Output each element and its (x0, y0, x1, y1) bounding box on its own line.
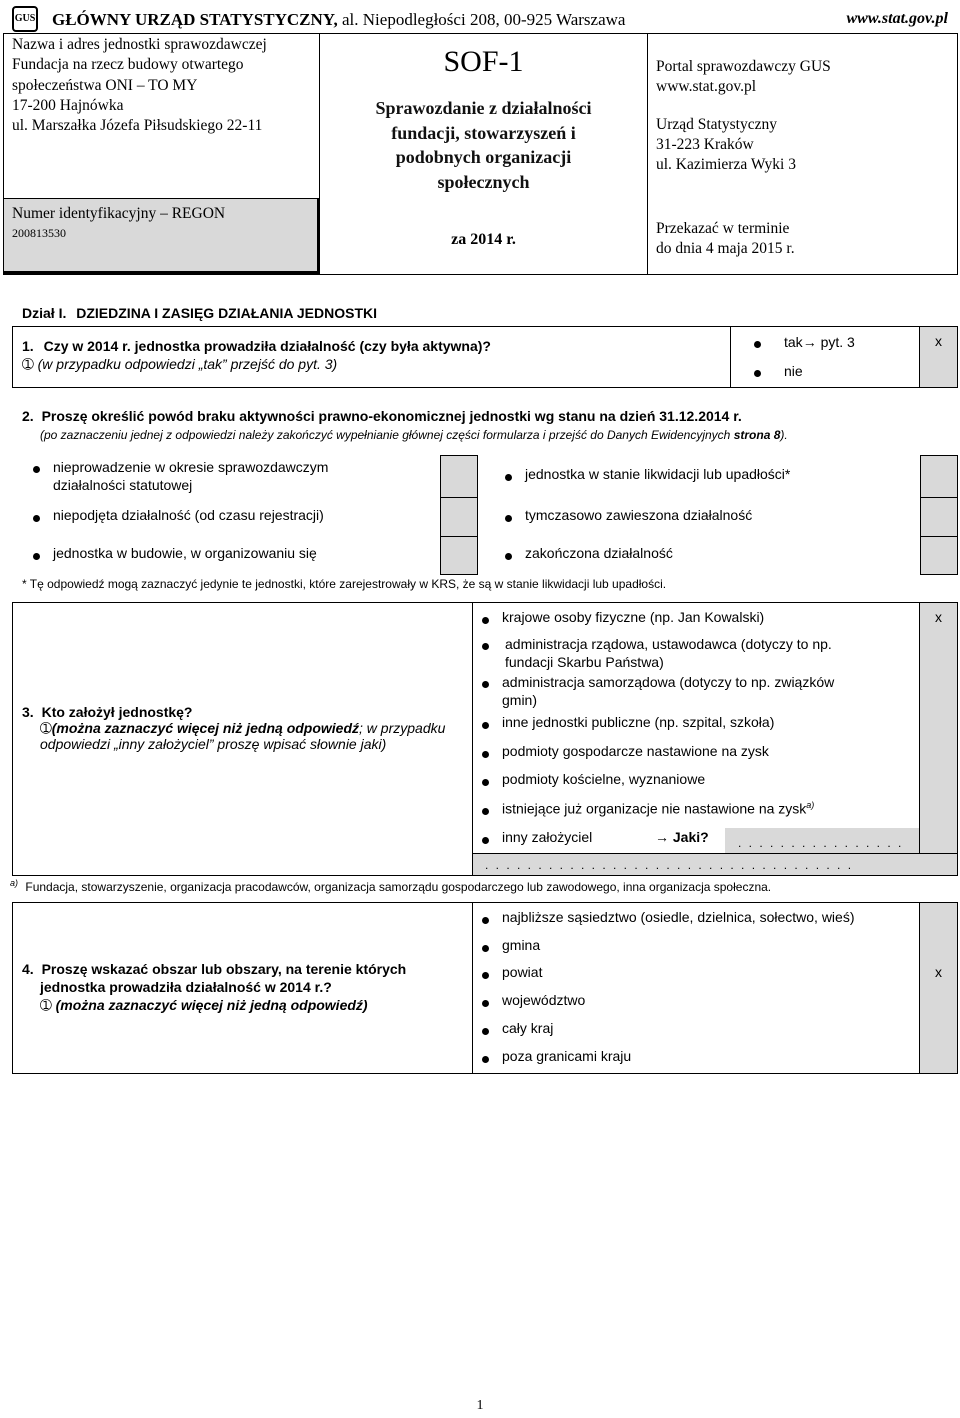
q3-title: Kto założył jednostkę? (41, 704, 193, 720)
info-icon: ➀ (22, 356, 34, 372)
bullet-icon (482, 779, 489, 786)
q2-left-option-line: niepodjęta działalność (od czasu rejestracji) (53, 507, 324, 523)
form-title-line: społecznych (437, 172, 530, 193)
bullet-icon (482, 1056, 489, 1063)
q1-question (22, 338, 491, 354)
q2-right-option[interactable]: jednostka w stanie likwidacji lub upadłości* (525, 466, 791, 482)
q2-note-post: ). (780, 428, 788, 442)
deadline-line: do dnia 4 maja 2015 r. (656, 240, 795, 257)
regon-value: 200813530 (12, 226, 66, 240)
q3-option[interactable] (505, 635, 832, 671)
bullet-icon (754, 370, 761, 377)
q4-hint-line (40, 996, 406, 1014)
bullet-icon (482, 643, 489, 650)
info-icon: ➀ (40, 997, 52, 1013)
q4-option[interactable]: gmina (502, 937, 541, 953)
q4-number: 4. (22, 961, 34, 977)
q4-option[interactable]: poza granicami kraju (502, 1048, 632, 1064)
q1-text-pre: Czy w 2014 r. (43, 338, 135, 354)
deadline-line: Przekazać w terminie (656, 220, 790, 237)
q1-answer-no-box[interactable] (920, 357, 957, 387)
q4-mark: x (935, 964, 942, 980)
q4-option[interactable]: najbliższe sąsiedztwo (osiedle, dzielnica, sołectwo, wieś) (502, 909, 855, 925)
website-link[interactable]: www.stat.gov.pl (846, 10, 948, 27)
q4-option[interactable]: cały kraj (502, 1020, 554, 1036)
q3-other-label: Jaki? (672, 829, 709, 845)
q3-question (22, 704, 445, 752)
q3-hint-line (40, 736, 445, 752)
q3-option[interactable] (502, 771, 705, 787)
q3-hint-bold: (można zaznaczyć więcej niż jedną odpowiedź (51, 720, 360, 736)
header-line (52, 10, 625, 30)
bullet-icon (482, 681, 489, 688)
q2-text: Proszę określić powód braku aktywności prawno-ekonomicznej jednostki wg stanu na dzień 31.12.2014 r. (41, 408, 742, 424)
q3-hint-italic: inny założyciel (118, 736, 209, 752)
footnote-ref: a) (806, 800, 815, 810)
q3-option-line: fundacji Skarbu Państwa) (505, 654, 664, 670)
info-icon: ➀ (40, 720, 52, 736)
form-year: za 2014 r. (451, 231, 516, 248)
office-line: Urząd Statystyczny (656, 116, 777, 133)
bullet-icon (33, 515, 40, 522)
q2-note-pre: (po zaznaczeniu jednej z odpowiedzi należy zakończyć wypełnianie głównej części formularza i przejść do Danych Ewidencyjnych (40, 428, 734, 442)
q3-footnote-text: Fundacja, stowarzyszenie, organizacja pracodawców, organizacja samorządu gospodarczego lub zawodowego, inna organizacja społeczna. (25, 880, 772, 894)
q3-option-line: istniejące już organizacje nie nastawione na zysk (502, 800, 807, 817)
q3-option[interactable] (502, 673, 834, 709)
section-heading (22, 305, 377, 321)
bullet-icon (482, 917, 489, 924)
bullet-icon (33, 553, 40, 560)
bullet-icon (482, 751, 489, 758)
q3-hint-rest: ; w przypadku (359, 720, 446, 736)
q3-option-line: administracja samorządowa (dotyczy to np. związków (502, 674, 835, 690)
q1-option-no[interactable]: nie (784, 363, 803, 379)
bullet-icon (33, 466, 40, 473)
q3-option-line: podmioty kościelne, wyznaniowe (502, 771, 706, 787)
bullet-icon (505, 515, 512, 522)
bullet-icon (482, 945, 489, 952)
q4-title-line (22, 960, 406, 978)
portal-url[interactable]: www.stat.gov.pl (656, 78, 757, 95)
bullet-icon (505, 474, 512, 481)
deadline-block (656, 219, 795, 259)
q3-option-line: inne jednostki publiczne (np. szpital, szkoła) (502, 714, 775, 730)
reporter-line: Fundacja na rzecz budowy otwartego (12, 56, 244, 74)
q2-divider (440, 497, 478, 498)
q3-answer-column[interactable] (920, 603, 957, 853)
bullet-icon (482, 722, 489, 729)
q2-left-option-line: działalności statutowej (53, 477, 193, 493)
q2-left-option-line: jednostka w budowie, w organizowaniu się (53, 545, 317, 561)
q2-note-bold: strona 8 (733, 428, 781, 442)
q2-right-answer-box[interactable] (920, 455, 958, 575)
reporter-line: ul. Marszałka Józefa Piłsudskiego 22-11 (12, 117, 263, 135)
q3-option-other[interactable] (502, 829, 592, 845)
q3-option-line: gmin) (502, 692, 538, 708)
institution-name: GŁÓWNY URZĄD STATYSTYCZNY, (52, 10, 338, 29)
bullet-icon (754, 341, 761, 348)
q3-col-divider (472, 602, 473, 876)
q2-number: 2. (22, 408, 34, 424)
q3-option[interactable] (502, 609, 764, 625)
q2-right-option[interactable]: tymczasowo zawieszona działalność (525, 507, 753, 523)
q2-note (40, 428, 788, 442)
q2-left-option[interactable] (53, 458, 328, 494)
footnote-ref: a) (10, 878, 19, 888)
q3-footnote (10, 878, 771, 894)
section-number: Dział I. (22, 305, 67, 321)
q2-left-answer-box[interactable] (440, 455, 478, 575)
q4-title-line: jednostka prowadziła działalność w 2014 r.? (40, 979, 332, 995)
q1-mark-yes: x (935, 333, 942, 349)
bullet-icon (482, 972, 489, 979)
reporter-line: społeczeństwa ONI – TO MY (12, 76, 198, 94)
q3-other-input[interactable]: . . . . . . . . . . . . . . . . (738, 836, 904, 850)
portal-name: Portal sprawozdawczy GUS (656, 58, 831, 75)
q1-option-suffix: pyt. 3 (816, 334, 855, 350)
q4-title: Proszę wskazać obszar lub obszary, na terenie których (41, 961, 407, 977)
recipient-block (656, 57, 831, 175)
q3-number: 3. (22, 704, 34, 720)
form-title (320, 96, 647, 195)
form-code: SOF-1 (443, 45, 524, 78)
office-line: ul. Kazimierza Wyki 3 (656, 156, 796, 173)
q3-other-prompt (655, 829, 709, 845)
q3-option[interactable] (502, 714, 774, 730)
q3-option-line: krajowe osoby fizyczne (np. Jan Kowalski) (502, 609, 765, 625)
bullet-icon (505, 553, 512, 560)
q1-hint-text: (w przypadku odpowiedzi „tak” przejść do pyt. 3) (37, 356, 338, 372)
q3-hint-line (40, 720, 445, 736)
page-number: 1 (476, 1398, 484, 1413)
section-title: DZIEDZINA I ZASIĘG DZIAŁANIA JEDNOSTKI (76, 305, 377, 321)
q4-hint: (można zaznaczyć więcej niż jedną odpowiedź) (55, 997, 368, 1013)
q3-title-line (22, 704, 445, 720)
bullet-icon (482, 808, 489, 815)
q1-number: 1. (22, 338, 34, 354)
q2-left-option[interactable] (53, 507, 324, 523)
gus-logo (12, 6, 38, 32)
q1-hint (22, 356, 337, 373)
form-title-line: fundacji, stowarzyszeń i (391, 122, 576, 143)
q4-question (22, 960, 406, 1014)
bullet-icon (482, 1028, 489, 1035)
reporter-label: Nazwa i adres jednostki sprawozdawczej (12, 36, 267, 53)
q4-col-divider (472, 902, 473, 1074)
bullet-icon (482, 617, 489, 624)
q2-left-option-line: nieprowadzenie w okresie sprawozdawczym (53, 459, 329, 475)
q3-option[interactable] (502, 800, 814, 817)
arrow-icon: → (802, 334, 817, 350)
q1-option-label: tak (784, 334, 803, 350)
q2-left-option[interactable] (53, 545, 317, 561)
q3-option-line: podmioty gospodarcze nastawione na zysk (502, 743, 769, 759)
q2-divider (440, 536, 478, 537)
q4-option[interactable]: województwo (502, 992, 586, 1008)
q3-option-line: inny założyciel (502, 829, 593, 845)
arrow-icon: → (655, 829, 669, 845)
bullet-icon (482, 1000, 489, 1007)
header-divider-right (647, 33, 648, 275)
logo-text: GUS (14, 13, 36, 24)
reporter-block (12, 35, 267, 136)
q2-divider (920, 536, 958, 537)
q1-text-main: jednostka prowadziła działalność (czy była aktywna)? (134, 338, 491, 354)
bullet-icon (482, 837, 489, 844)
office-line: 31-223 Kraków (656, 136, 754, 153)
q3-hint-pre: odpowiedzi „ (40, 736, 119, 752)
q4-answer-column[interactable] (920, 903, 957, 1073)
q3-mark: x (935, 609, 942, 625)
q3-hint-post: ” proszę wpisać słownie jaki) (208, 736, 387, 752)
q3-option[interactable] (502, 743, 769, 759)
q4-option[interactable]: powiat (502, 964, 543, 980)
form-title-line: Sprawozdanie z działalności (375, 98, 592, 118)
q3-option-line: administracja rządowa, ustawodawca (dotyczy to np. (505, 636, 832, 652)
q4-answer-col-line (919, 902, 920, 1074)
reporter-line: 17-200 Hajnówka (12, 96, 124, 114)
regon-label: Numer identyfikacyjny – REGON (12, 205, 226, 222)
q2-footnote: * Tę odpowiedź mogą zaznaczyć jedynie te jednostki, które zarejestrowały w KRS, że są w stanie likwidacji lub upadłości. (22, 577, 667, 591)
q2-right-option[interactable]: zakończona działalność (525, 545, 673, 561)
q2-divider (920, 497, 958, 498)
q3-answer-col-line (919, 602, 920, 854)
form-title-line: podobnych organizacji (395, 147, 572, 168)
q1-option-yes[interactable] (784, 334, 855, 350)
q2-question (22, 408, 742, 424)
institution-address: al. Niepodległości 208, 00-925 Warszawa (337, 10, 626, 29)
q3-other-input-line2[interactable]: . . . . . . . . . . . . . . . . . . . . . . . . . . . . . . . . . . . (485, 858, 854, 872)
q1-col-divider (730, 326, 731, 388)
